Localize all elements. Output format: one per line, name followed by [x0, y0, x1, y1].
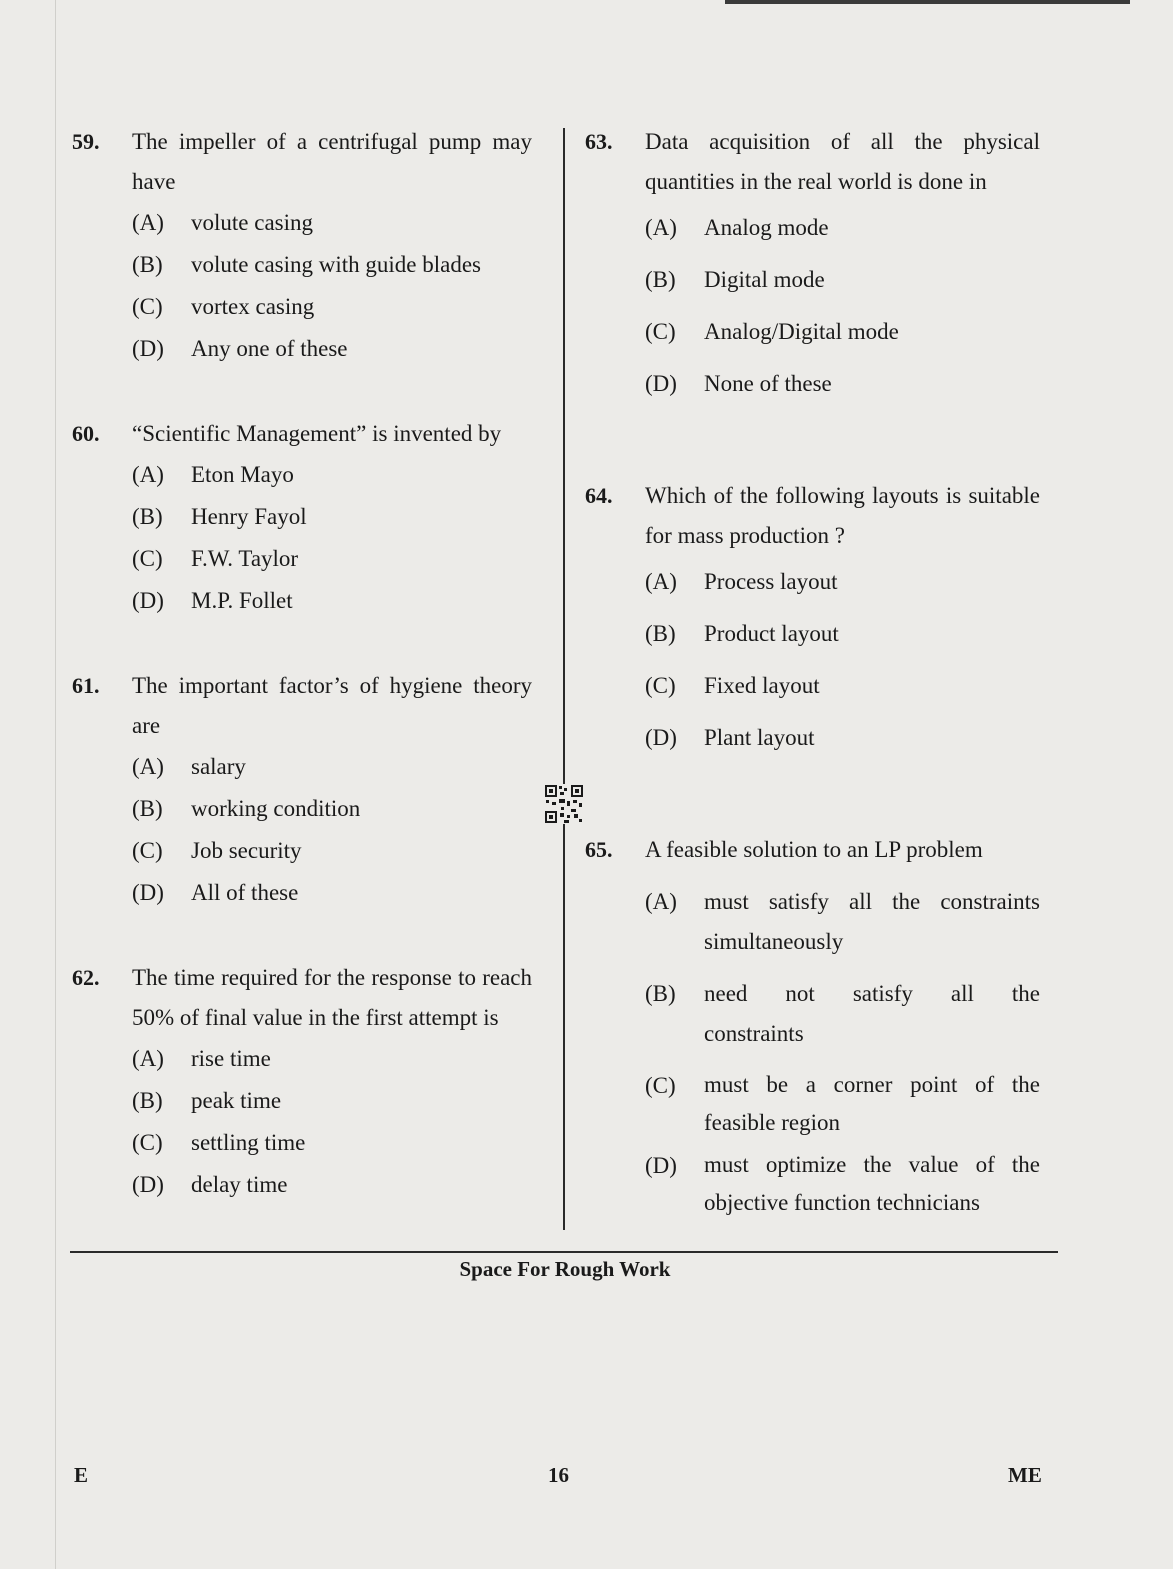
option-label: (A)	[132, 210, 164, 235]
option-label: (A)	[132, 1046, 164, 1071]
question-number: 64.	[585, 483, 613, 508]
question-number: 61.	[72, 673, 100, 698]
option-d	[645, 1146, 1040, 1226]
question-60	[72, 414, 532, 622]
question-text: The time required for the response to reach 50% of final value in the first attempt is	[132, 965, 532, 1030]
option-label: (B)	[132, 252, 163, 277]
option-label: (B)	[645, 267, 676, 292]
option-a	[645, 882, 1040, 974]
option-list	[645, 562, 1040, 770]
option-label: (C)	[132, 546, 163, 571]
option-c	[645, 312, 1040, 364]
question-64	[585, 476, 1040, 770]
question-text: Which of the following layouts is suitable for mass production ?	[645, 483, 1040, 548]
question-number: 65.	[585, 837, 613, 862]
question-number: 60.	[72, 421, 100, 446]
option-text: Analog mode	[704, 215, 829, 240]
option-text: F.W. Taylor	[191, 546, 299, 571]
option-text: must optimize the value of the objective function technicians	[704, 1152, 1040, 1215]
option-c	[132, 538, 532, 580]
option-b	[645, 260, 1040, 312]
option-label: (A)	[645, 215, 677, 240]
option-text: salary	[191, 754, 246, 779]
option-text: Fixed layout	[704, 673, 820, 698]
option-b	[645, 614, 1040, 666]
option-text: Analog/Digital mode	[704, 319, 899, 344]
column-divider	[563, 128, 565, 1230]
option-a	[645, 208, 1040, 260]
option-c	[645, 1066, 1040, 1146]
option-b	[132, 244, 532, 286]
option-label: (B)	[645, 621, 676, 646]
option-label: (B)	[132, 796, 163, 821]
option-d	[132, 872, 532, 914]
option-a	[645, 562, 1040, 614]
option-label: (C)	[645, 673, 676, 698]
question-number: 59.	[72, 129, 100, 154]
page-number: 16	[548, 1463, 569, 1487]
option-label: (B)	[645, 981, 676, 1006]
question-61	[72, 666, 532, 914]
option-c	[132, 1122, 532, 1164]
option-label: (A)	[132, 754, 164, 779]
option-label: (A)	[645, 569, 677, 594]
question-text: “Scientific Management” is invented by	[132, 421, 502, 446]
option-b	[645, 974, 1040, 1066]
question-text: The impeller of a centrifugal pump may have	[132, 129, 532, 194]
option-d	[132, 328, 532, 370]
option-text: None of these	[704, 371, 832, 396]
option-text: settling time	[191, 1130, 306, 1155]
option-label: (D)	[645, 371, 677, 396]
option-text: Eton Mayo	[191, 462, 294, 487]
option-list	[645, 208, 1040, 416]
footer-version: E	[74, 1463, 89, 1487]
option-text: Digital mode	[704, 267, 825, 292]
option-list	[132, 746, 532, 914]
option-label: (C)	[132, 294, 163, 319]
option-list	[645, 882, 1040, 1226]
option-text: rise time	[191, 1046, 271, 1071]
option-label: (B)	[132, 504, 163, 529]
option-a	[132, 454, 532, 496]
rough-work-rule	[70, 1251, 1058, 1253]
option-b	[132, 496, 532, 538]
option-label: (D)	[132, 336, 164, 361]
option-list	[132, 1038, 532, 1206]
option-label: (D)	[132, 588, 164, 613]
option-b	[132, 1080, 532, 1122]
option-c	[132, 286, 532, 328]
option-text: Product layout	[704, 621, 839, 646]
option-b	[132, 788, 532, 830]
option-a	[132, 746, 532, 788]
option-label: (D)	[645, 725, 677, 750]
option-text: Any one of these	[191, 336, 348, 361]
option-text: must satisfy all the constraints simultaneously	[704, 889, 1040, 954]
option-a	[132, 1038, 532, 1080]
option-text: vortex casing	[191, 294, 315, 319]
option-text: delay time	[191, 1172, 288, 1197]
rough-work-label: Space For Rough Work	[459, 1257, 671, 1281]
option-label: (D)	[132, 880, 164, 905]
option-text: volute casing	[191, 210, 313, 235]
option-text: Plant layout	[704, 725, 815, 750]
question-text: The important factor’s of hygiene theory are	[132, 673, 532, 738]
option-label: (C)	[132, 838, 163, 863]
option-text: M.P. Follet	[191, 588, 293, 613]
option-label: (A)	[132, 462, 164, 487]
option-label: (D)	[645, 1153, 677, 1178]
question-number: 63.	[585, 129, 613, 154]
question-text: Data acquisition of all the physical quantities in the real world is done in	[645, 129, 1040, 194]
question-text: A feasible solution to an LP problem	[645, 837, 983, 862]
margin-line	[55, 0, 56, 1569]
option-label: (A)	[645, 889, 677, 914]
option-list	[132, 202, 532, 370]
option-a	[132, 202, 532, 244]
footer-subject-code: ME	[1008, 1463, 1042, 1487]
top-edge-bar	[725, 0, 1130, 4]
option-text: Henry Fayol	[191, 504, 307, 529]
option-text: volute casing with guide blades	[191, 252, 481, 277]
option-text: must be a corner point of the feasible region	[704, 1072, 1040, 1135]
option-label: (C)	[645, 319, 676, 344]
option-label: (C)	[645, 1073, 676, 1098]
option-text: All of these	[191, 880, 299, 905]
question-number: 62.	[72, 965, 100, 990]
option-text: need not satisfy all the constraints	[704, 981, 1040, 1046]
option-label: (B)	[132, 1088, 163, 1113]
question-59	[72, 122, 532, 370]
question-63	[585, 122, 1040, 416]
option-c	[132, 830, 532, 872]
option-text: Process layout	[704, 569, 838, 594]
option-text: working condition	[191, 796, 361, 821]
question-65	[585, 830, 1040, 1226]
option-list	[132, 454, 532, 622]
option-label: (C)	[132, 1130, 163, 1155]
option-d	[645, 718, 1040, 770]
option-text: peak time	[191, 1088, 282, 1113]
option-text: Job security	[191, 838, 302, 863]
question-62	[72, 958, 532, 1206]
option-label: (D)	[132, 1172, 164, 1197]
option-d	[132, 1164, 532, 1206]
qr-code-icon	[544, 784, 584, 824]
option-d	[132, 580, 532, 622]
option-d	[645, 364, 1040, 416]
option-c	[645, 666, 1040, 718]
